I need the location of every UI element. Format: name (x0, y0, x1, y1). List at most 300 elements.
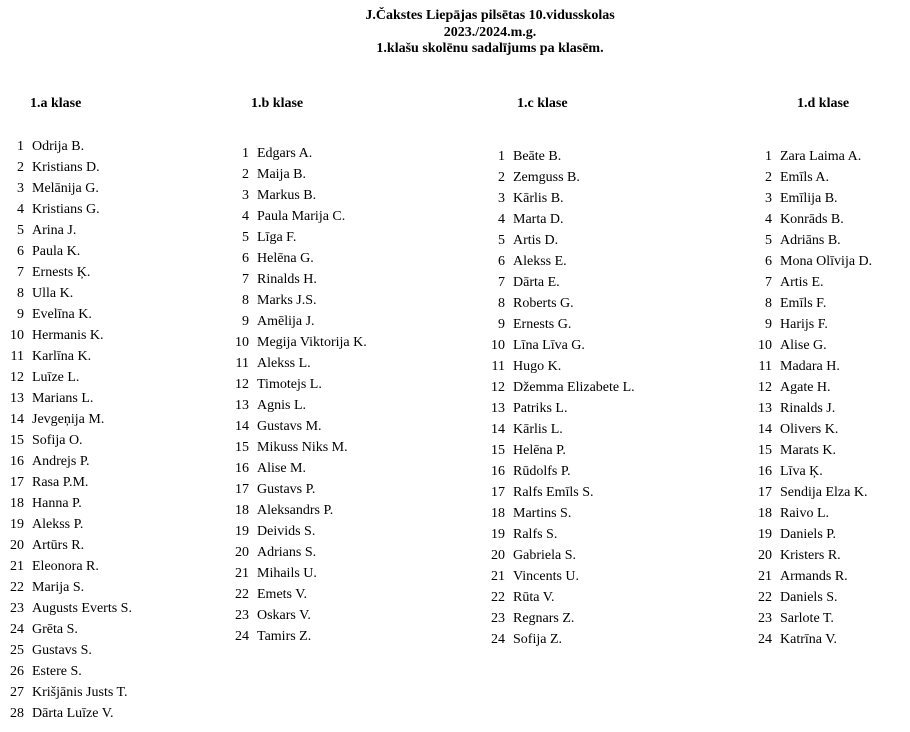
student-number: 12 (235, 377, 249, 392)
student-number: 22 (10, 580, 24, 595)
student-row (0, 703, 132, 724)
student-row (225, 164, 367, 185)
student-row (481, 608, 635, 629)
student-name: Līva Ķ. (780, 464, 823, 479)
student-number: 1 (17, 139, 24, 154)
student-number: 22 (235, 587, 249, 602)
student-row (748, 335, 872, 356)
student-name: Konrāds B. (780, 212, 844, 227)
student-row (0, 388, 132, 409)
student-name: Dārta Luīze V. (32, 706, 114, 721)
student-number: 4 (242, 209, 249, 224)
student-number: 21 (491, 569, 505, 584)
student-name: Artis D. (513, 233, 559, 248)
student-row (225, 290, 367, 311)
student-row (225, 458, 367, 479)
student-number: 5 (242, 230, 249, 245)
student-name: Agnis L. (257, 398, 306, 413)
student-number: 15 (491, 443, 505, 458)
student-row (225, 311, 367, 332)
student-name: Regnars Z. (513, 611, 575, 626)
student-number: 14 (758, 422, 772, 437)
student-name: Alekss L. (257, 356, 311, 371)
student-name: Grēta S. (32, 622, 78, 637)
student-name: Artūrs R. (32, 538, 85, 553)
student-number: 9 (17, 307, 24, 322)
student-name: Roberts G. (513, 296, 574, 311)
student-number: 7 (765, 275, 772, 290)
student-name: Sofija O. (32, 433, 83, 448)
student-row (748, 209, 872, 230)
student-number: 23 (10, 601, 24, 616)
student-number: 19 (235, 524, 249, 539)
student-name: Evelīna K. (32, 307, 92, 322)
student-number: 24 (491, 632, 505, 647)
student-list (0, 136, 132, 724)
student-number: 7 (498, 275, 505, 290)
student-name: Rinalds H. (257, 272, 317, 287)
student-name: Tamirs Z. (257, 629, 312, 644)
student-name: Zara Laima A. (780, 149, 862, 164)
student-name: Aleksandrs P. (257, 503, 334, 518)
student-row (748, 146, 872, 167)
student-row (0, 619, 132, 640)
student-number: 11 (10, 349, 24, 364)
student-row (225, 227, 367, 248)
student-name: Odrija B. (32, 139, 85, 154)
student-number: 9 (242, 314, 249, 329)
student-row (0, 577, 132, 598)
student-name: Mikuss Niks M. (257, 440, 348, 455)
student-number: 16 (758, 464, 772, 479)
student-row (225, 332, 367, 353)
student-row (225, 437, 367, 458)
student-row (225, 206, 367, 227)
student-number: 15 (758, 443, 772, 458)
student-name: Helēna G. (257, 251, 314, 266)
student-name: Patriks L. (513, 401, 568, 416)
student-row (225, 248, 367, 269)
student-number: 1 (498, 149, 505, 164)
student-number: 23 (491, 611, 505, 626)
student-row (481, 524, 635, 545)
student-number: 24 (235, 629, 249, 644)
student-name: Marks J.S. (257, 293, 317, 308)
student-row (748, 440, 872, 461)
student-row (0, 241, 132, 262)
student-number: 14 (235, 419, 249, 434)
student-name: Sofija Z. (513, 632, 562, 647)
student-name: Ulla K. (32, 286, 74, 301)
student-row (481, 377, 635, 398)
student-name: Daniels S. (780, 590, 838, 605)
student-name: Agate H. (780, 380, 831, 395)
student-row (225, 542, 367, 563)
student-row (0, 283, 132, 304)
student-row (0, 220, 132, 241)
student-name: Rinalds J. (780, 401, 836, 416)
student-number: 5 (17, 223, 24, 238)
student-name: Armands R. (780, 569, 848, 584)
student-row (481, 545, 635, 566)
student-row (481, 503, 635, 524)
student-name: Kristians G. (32, 202, 100, 217)
student-name: Jevgeņija M. (32, 412, 105, 427)
student-name: Helēna P. (513, 443, 566, 458)
student-row (748, 503, 872, 524)
student-row (0, 409, 132, 430)
student-name: Ernests Ķ. (32, 265, 91, 280)
student-row (748, 482, 872, 503)
student-number: 11 (491, 359, 505, 374)
student-number: 13 (758, 401, 772, 416)
student-name: Andrejs P. (32, 454, 90, 469)
student-row (225, 500, 367, 521)
student-number: 16 (235, 461, 249, 476)
student-number: 7 (17, 265, 24, 280)
student-row (0, 556, 132, 577)
student-row (225, 374, 367, 395)
student-name: Ralfs Emīls S. (513, 485, 594, 500)
student-name: Hanna P. (32, 496, 82, 511)
student-number: 13 (491, 401, 505, 416)
student-name: Vincents U. (513, 569, 580, 584)
student-row (748, 461, 872, 482)
student-number: 6 (498, 254, 505, 269)
student-name: Alise M. (257, 461, 306, 476)
student-number: 4 (765, 212, 772, 227)
student-name: Oskars V. (257, 608, 311, 623)
student-row (748, 293, 872, 314)
student-row (225, 563, 367, 584)
student-name: Marians L. (32, 391, 94, 406)
student-name: Ralfs S. (513, 527, 558, 542)
student-name: Rūdolfs P. (513, 464, 571, 479)
student-name: Gabriela S. (513, 548, 576, 563)
student-name: Emīls A. (780, 170, 830, 185)
student-name: Kārlis L. (513, 422, 563, 437)
student-row (0, 178, 132, 199)
student-row (225, 143, 367, 164)
student-number: 18 (758, 506, 772, 521)
student-name: Marta D. (513, 212, 564, 227)
student-number: 6 (17, 244, 24, 259)
student-row (481, 167, 635, 188)
student-number: 4 (17, 202, 24, 217)
student-number: 12 (491, 380, 505, 395)
student-name: Augusts Everts S. (32, 601, 132, 616)
student-row (748, 272, 872, 293)
student-name: Rasa P.M. (32, 475, 89, 490)
student-row (0, 640, 132, 661)
student-number: 20 (758, 548, 772, 563)
student-row (0, 682, 132, 703)
student-number: 8 (498, 296, 505, 311)
student-row (0, 304, 132, 325)
student-name: Krišjānis Justs T. (32, 685, 128, 700)
student-name: Katrīna V. (780, 632, 838, 647)
student-row (748, 629, 872, 650)
student-name: Deivids S. (257, 524, 316, 539)
student-row (481, 272, 635, 293)
student-row (0, 136, 132, 157)
school-name: J.Čakstes Liepājas pilsētas 10.vidusskolas (365, 8, 615, 23)
student-number: 17 (10, 475, 24, 490)
student-name: Paula Marija C. (257, 209, 346, 224)
student-row (481, 587, 635, 608)
student-number: 10 (491, 338, 505, 353)
student-row (748, 524, 872, 545)
student-row (748, 167, 872, 188)
student-row (225, 626, 367, 647)
student-number: 10 (758, 338, 772, 353)
student-row (0, 514, 132, 535)
student-name: Mihails U. (257, 566, 317, 581)
student-number: 2 (498, 170, 505, 185)
student-name: Madara H. (780, 359, 840, 374)
student-row (481, 188, 635, 209)
student-row (0, 199, 132, 220)
student-number: 5 (498, 233, 505, 248)
student-row (0, 367, 132, 388)
student-name: Līna Līva G. (513, 338, 585, 353)
student-row (748, 398, 872, 419)
student-number: 24 (10, 622, 24, 637)
student-row (0, 472, 132, 493)
student-row (748, 419, 872, 440)
student-number: 25 (10, 643, 24, 658)
student-name: Alekss P. (32, 517, 84, 532)
student-name: Marija S. (32, 580, 85, 595)
student-row (481, 251, 635, 272)
student-row (748, 566, 872, 587)
student-number: 1 (765, 149, 772, 164)
student-row (748, 314, 872, 335)
student-number: 17 (491, 485, 505, 500)
student-name: Džemma Elizabete L. (513, 380, 635, 395)
student-number: 20 (235, 545, 249, 560)
student-name: Sendija Elza K. (780, 485, 868, 500)
student-row (481, 482, 635, 503)
student-number: 27 (10, 685, 24, 700)
class-title: 1.c klase (517, 96, 568, 111)
student-number: 17 (758, 485, 772, 500)
student-name: Amēlija J. (257, 314, 315, 329)
student-number: 26 (10, 664, 24, 679)
student-number: 11 (758, 359, 772, 374)
class-title: 1.a klase (30, 96, 82, 111)
student-row (481, 461, 635, 482)
student-row (748, 377, 872, 398)
student-row (225, 584, 367, 605)
student-name: Olivers K. (780, 422, 839, 437)
student-number: 24 (758, 632, 772, 647)
student-row (0, 157, 132, 178)
student-row (0, 346, 132, 367)
student-number: 6 (242, 251, 249, 266)
student-name: Markus B. (257, 188, 317, 203)
student-row (481, 146, 635, 167)
student-row (225, 605, 367, 626)
student-name: Emīls F. (780, 296, 827, 311)
student-row (225, 185, 367, 206)
student-name: Adriāns B. (780, 233, 841, 248)
student-name: Martins S. (513, 506, 572, 521)
document-header (0, 8, 910, 58)
student-number: 10 (235, 335, 249, 350)
student-row (748, 188, 872, 209)
student-row (748, 251, 872, 272)
student-name: Alise G. (780, 338, 827, 353)
student-number: 18 (235, 503, 249, 518)
student-row (481, 209, 635, 230)
student-number: 15 (10, 433, 24, 448)
student-row (0, 661, 132, 682)
student-name: Hermanis K. (32, 328, 104, 343)
student-number: 8 (17, 286, 24, 301)
student-row (0, 262, 132, 283)
student-list (481, 146, 635, 650)
student-number: 3 (242, 188, 249, 203)
student-number: 22 (491, 590, 505, 605)
class-title: 1.d klase (797, 96, 850, 111)
student-number: 8 (242, 293, 249, 308)
student-row (225, 479, 367, 500)
student-number: 28 (10, 706, 24, 721)
student-number: 6 (765, 254, 772, 269)
student-row (0, 535, 132, 556)
student-name: Eleonora R. (32, 559, 99, 574)
student-name: Estere S. (32, 664, 82, 679)
student-row (481, 566, 635, 587)
student-name: Emets V. (257, 587, 308, 602)
student-name: Maija B. (257, 167, 306, 182)
student-name: Daniels P. (780, 527, 836, 542)
student-number: 3 (765, 191, 772, 206)
student-number: 21 (10, 559, 24, 574)
student-row (225, 353, 367, 374)
student-row (0, 493, 132, 514)
student-number: 10 (10, 328, 24, 343)
student-number: 2 (242, 167, 249, 182)
student-list (225, 143, 367, 647)
student-number: 20 (491, 548, 505, 563)
student-name: Mona Olīvija D. (780, 254, 873, 269)
student-row (748, 608, 872, 629)
student-row (225, 269, 367, 290)
student-row (748, 545, 872, 566)
student-name: Emīlija B. (780, 191, 838, 206)
student-name: Megija Viktorija K. (257, 335, 367, 350)
student-number: 15 (235, 440, 249, 455)
student-row (748, 587, 872, 608)
student-number: 2 (765, 170, 772, 185)
student-row (481, 314, 635, 335)
student-number: 16 (10, 454, 24, 469)
student-number: 4 (498, 212, 505, 227)
student-name: Hugo K. (513, 359, 562, 374)
student-list (748, 146, 872, 650)
student-number: 8 (765, 296, 772, 311)
student-number: 19 (758, 527, 772, 542)
student-number: 21 (235, 566, 249, 581)
student-name: Beāte B. (513, 149, 562, 164)
student-number: 14 (491, 422, 505, 437)
student-number: 13 (235, 398, 249, 413)
student-number: 23 (758, 611, 772, 626)
student-number: 18 (10, 496, 24, 511)
student-number: 19 (491, 527, 505, 542)
student-row (481, 293, 635, 314)
student-number: 12 (10, 370, 24, 385)
student-row (481, 398, 635, 419)
student-name: Timotejs L. (257, 377, 322, 392)
student-number: 18 (491, 506, 505, 521)
student-number: 3 (498, 191, 505, 206)
student-number: 3 (17, 181, 24, 196)
student-number: 12 (758, 380, 772, 395)
student-name: Zemguss B. (513, 170, 580, 185)
student-row (225, 416, 367, 437)
student-name: Raivo L. (780, 506, 829, 521)
student-row (0, 325, 132, 346)
student-number: 11 (235, 356, 249, 371)
student-number: 1 (242, 146, 249, 161)
student-row (0, 451, 132, 472)
student-name: Kristers R. (780, 548, 841, 563)
student-number: 20 (10, 538, 24, 553)
student-number: 5 (765, 233, 772, 248)
student-row (0, 598, 132, 619)
student-number: 21 (758, 569, 772, 584)
student-number: 22 (758, 590, 772, 605)
class-title: 1.b klase (251, 96, 304, 111)
student-row (481, 419, 635, 440)
student-name: Gustavs S. (32, 643, 92, 658)
student-number: 23 (235, 608, 249, 623)
student-name: Kristians D. (32, 160, 100, 175)
student-row (225, 395, 367, 416)
student-name: Līga F. (257, 230, 297, 245)
student-row (481, 629, 635, 650)
student-number: 13 (10, 391, 24, 406)
student-name: Alekss E. (513, 254, 567, 269)
student-name: Arina J. (32, 223, 77, 238)
student-number: 9 (765, 317, 772, 332)
student-name: Harijs F. (780, 317, 828, 332)
student-row (225, 521, 367, 542)
student-name: Luīze L. (32, 370, 80, 385)
student-row (748, 356, 872, 377)
student-number: 16 (491, 464, 505, 479)
student-row (481, 356, 635, 377)
student-name: Ernests G. (513, 317, 572, 332)
student-row (481, 230, 635, 251)
student-name: Kārlis B. (513, 191, 564, 206)
student-row (0, 430, 132, 451)
student-row (481, 440, 635, 461)
student-number: 9 (498, 317, 505, 332)
student-name: Gustavs M. (257, 419, 322, 434)
student-name: Rūta V. (513, 590, 555, 605)
student-number: 2 (17, 160, 24, 175)
student-number: 17 (235, 482, 249, 497)
school-year: 2023./2024.m.g. (443, 24, 537, 40)
student-number: 14 (10, 412, 24, 427)
document-title: 1.klašu skolēnu sadalījums pa klasēm. (376, 41, 604, 56)
student-name: Sarlote T. (780, 611, 834, 626)
student-row (481, 335, 635, 356)
